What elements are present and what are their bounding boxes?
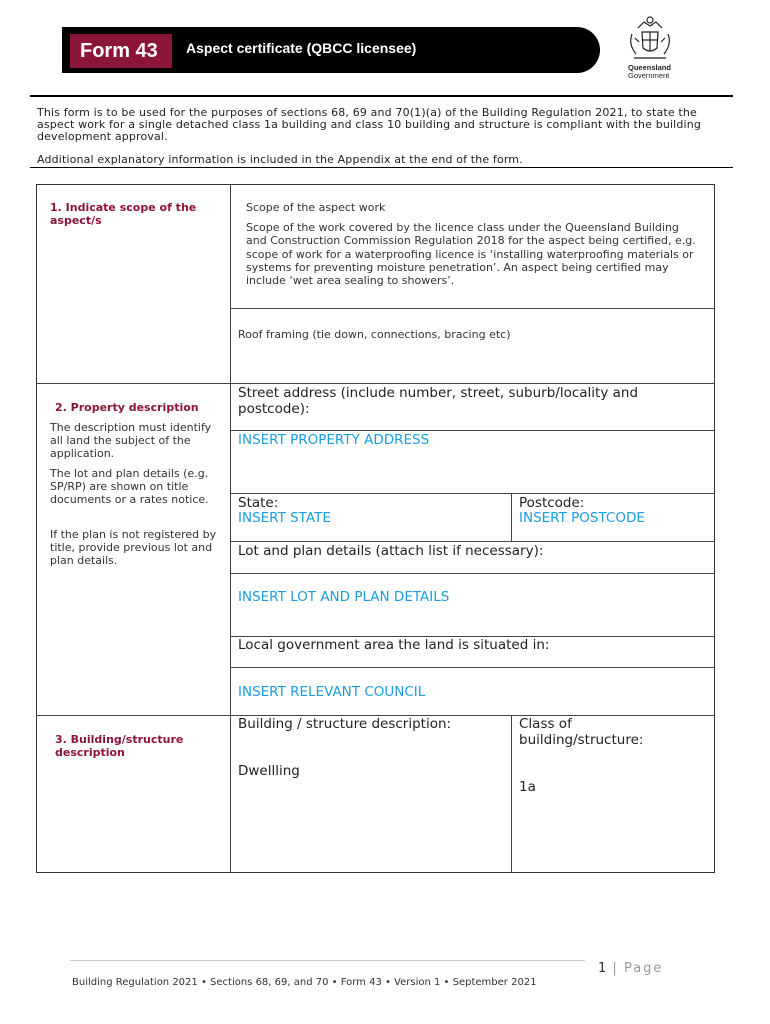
state-label: State: — [238, 495, 279, 511]
intro-divider — [30, 167, 733, 168]
government-logo-text — [628, 64, 671, 80]
state-postcode-divider — [511, 493, 512, 541]
lga-label: Local government area the land is situated in: — [238, 637, 550, 653]
postcode-label: Postcode: — [519, 495, 585, 511]
state-field[interactable]: INSERT STATE — [238, 510, 331, 526]
row-divider — [230, 430, 714, 431]
row-divider — [230, 573, 714, 574]
building-class-field[interactable]: 1a — [519, 779, 536, 795]
lot-plan-label: Lot and plan details (attach list if necessary): — [238, 543, 544, 559]
building-description-field[interactable]: Dwellling — [238, 763, 300, 779]
header-divider — [30, 95, 733, 97]
footer-divider — [70, 960, 585, 961]
building-description-label: Building / structure description: — [238, 716, 452, 732]
form-title: Aspect certificate (QBCC licensee) — [186, 40, 417, 56]
section2-note1: The description must identify all land the subject of the application. — [50, 421, 212, 460]
building-class-label: Class of building/structure: — [519, 716, 644, 748]
gov-line1: Queensland — [628, 63, 671, 72]
section2-note3: If the plan is not registered by title, provide previous lot and plan details. — [50, 528, 217, 567]
lot-plan-field[interactable]: INSERT LOT AND PLAN DETAILS — [238, 589, 450, 605]
description-class-divider — [511, 715, 512, 872]
row-divider — [230, 383, 714, 384]
form-number-badge: Form 43 — [70, 34, 172, 68]
postcode-field[interactable]: INSERT POSTCODE — [519, 510, 645, 526]
page-separator: | — [612, 961, 619, 976]
intro-paragraph: This form is to be used for the purposes of sections 68, 69 and 70(1)(a) of the Building Regulation 2021, to state the aspect work for a single detached class 1a building and class 10 building and structure is compliant with the building development approval. — [37, 106, 701, 143]
row-divider — [230, 493, 714, 494]
intro-note: Additional explanatory information is included in the Appendix at the end of the form. — [37, 153, 523, 166]
scope-label: Scope of the aspect work — [246, 201, 386, 214]
gov-line2: Government — [628, 71, 670, 80]
column-divider — [230, 184, 231, 872]
lga-field[interactable]: INSERT RELEVANT COUNCIL — [238, 684, 426, 700]
page-number — [598, 961, 663, 976]
street-address-field[interactable]: INSERT PROPERTY ADDRESS — [238, 432, 430, 448]
row-divider — [230, 541, 714, 542]
section3-heading: 3. Building/structure description — [55, 733, 184, 759]
section-divider — [36, 715, 231, 716]
row-divider — [230, 667, 714, 668]
section2-note2: The lot and plan details (e.g. SP/RP) are shown on title documents or a rates notice. — [50, 467, 209, 506]
section-divider — [36, 383, 231, 384]
scope-help: Scope of the work covered by the licence class under the Queensland Building and Construction Commission Regulation 2018 for the aspect being certified, e.g. scope of work for a waterproofing licence is ‘installing waterproofing materials or systems for preventing moisture penetration’. An aspect being certified may include ‘wet area sealing to showers’. — [246, 221, 696, 288]
page-word: Page — [623, 961, 664, 976]
section1-heading: 1. Indicate scope of the aspect/s — [50, 201, 197, 227]
section2-heading: 2. Property description — [55, 401, 199, 414]
row-divider — [230, 308, 714, 309]
street-address-label: Street address (include number, street, suburb/locality and postcode): — [238, 385, 639, 417]
footer-text: Building Regulation 2021 • Sections 68, 69, and 70 • Form 43 • Version 1 • September 2021 — [72, 977, 537, 988]
scope-value-field[interactable]: Roof framing (tie down, connections, bracing etc) — [238, 328, 511, 341]
page-number-value: 1 — [598, 961, 608, 976]
queensland-crest-icon — [624, 14, 676, 66]
